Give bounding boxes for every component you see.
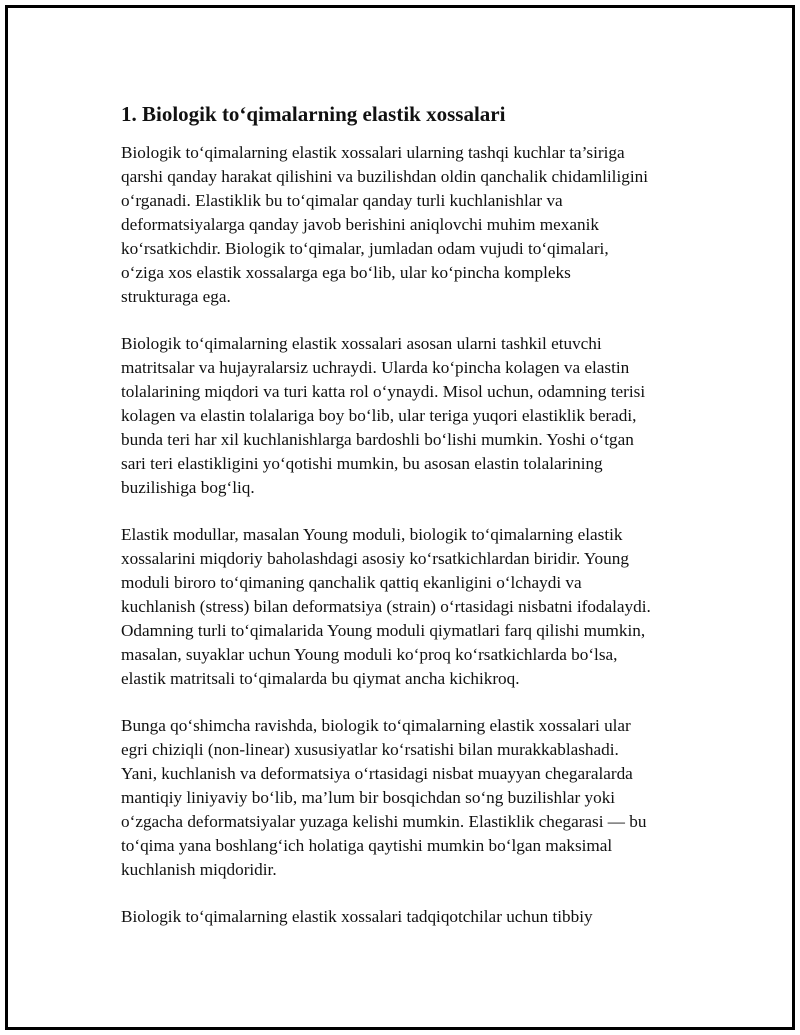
text-line: egri chiziqli (non-linear) xususiyatlar ko‘rsatishi bilan murakkablashadi. [121, 740, 619, 759]
text-line: buzilishiga bog‘liq. [121, 478, 255, 497]
text-line: elastik matritsali to‘qimalarda bu qiymat ancha kichikroq. [121, 669, 520, 688]
text-line: sari teri elastikligini yo‘qotishi mumkin, bu asosan elastin tolalarining [121, 454, 603, 473]
text-line: kuchlanish (stress) bilan deformatsiya (strain) o‘rtasidagi nisbatni ifodalaydi. [121, 597, 651, 616]
section-heading: 1. Biologik to‘qimalarning elastik xossalari [121, 102, 506, 126]
text-line: kuchlanish miqdoridir. [121, 860, 277, 879]
text-line: kolagen va elastin tolalariga boy bo‘lib, ular teriga yuqori elastiklik beradi, [121, 406, 637, 425]
paragraph [121, 332, 711, 500]
text-line: xossalarini miqdoriy baholashdagi asosiy ko‘rsatkichlardan biridir. Young [121, 549, 629, 568]
text-line: Biologik to‘qimalarning elastik xossalari tadqiqotchilar uchun tibbiy [121, 907, 593, 926]
text-line: Yani, kuchlanish va deformatsiya o‘rtasidagi nisbat muayyan chegaralarda [121, 764, 633, 783]
document-body [121, 100, 711, 952]
text-line: matritsalar va hujayralarsiz uchraydi. Ularda ko‘pincha kolagen va elastin [121, 358, 630, 377]
text-line: to‘qima yana boshlang‘ich holatiga qaytishi mumkin bo‘lgan maksimal [121, 836, 613, 855]
text-line: strukturaga ega. [121, 287, 231, 306]
text-line: o‘zgacha deformatsiyalar yuzaga kelishi mumkin. Elastiklik chegarasi — bu [121, 812, 647, 831]
text-line: bunda teri har xil kuchlanishlarga bardoshli bo‘lishi mumkin. Yoshi o‘tgan [121, 430, 634, 449]
text-line: qarshi qanday harakat qilishini va buzilishdan oldin qanchalik chidamliligini [121, 167, 648, 186]
paragraph [121, 523, 711, 691]
paragraph [121, 141, 711, 309]
text-line: tolalarining miqdori va turi katta rol o‘ynaydi. Misol uchun, odamning terisi [121, 382, 646, 401]
paragraph [121, 714, 711, 882]
text-line: ko‘rsatkichdir. Biologik to‘qimalar, jumladan odam vujudi to‘qimalari, [121, 239, 609, 258]
text-line: deformatsiyalarga qanday javob berishini aniqlovchi muhim mexanik [121, 215, 599, 234]
text-line: mantiqiy liniyaviy bo‘lib, ma’lum bir bosqichdan so‘ng buzilishlar yoki [121, 788, 616, 807]
text-line: moduli biroro to‘qimaning qanchalik qattiq ekanligini o‘lchaydi va [121, 573, 582, 592]
text-line: Odamning turli to‘qimalarida Young moduli qiymatlari farq qilishi mumkin, [121, 621, 646, 640]
page [5, 5, 795, 1030]
text-line: Elastik modullar, masalan Young moduli, biologik to‘qimalarning elastik [121, 525, 623, 544]
paragraph [121, 905, 711, 929]
text-line: o‘rganadi. Elastiklik bu to‘qimalar qanday turli kuchlanishlar va [121, 191, 563, 210]
text-line: masalan, suyaklar uchun Young moduli ko‘proq ko‘rsatkichlarda bo‘lsa, [121, 645, 618, 664]
text-line: Bunga qo‘shimcha ravishda, biologik to‘qimalarning elastik xossalari ular [121, 716, 631, 735]
text-line: Biologik to‘qimalarning elastik xossalari ularning tashqi kuchlar ta’siriga [121, 143, 625, 162]
text-line: Biologik to‘qimalarning elastik xossalari asosan ularni tashkil etuvchi [121, 334, 602, 353]
text-line: o‘ziga xos elastik xossalarga ega bo‘lib, ular ko‘pincha kompleks [121, 263, 571, 282]
